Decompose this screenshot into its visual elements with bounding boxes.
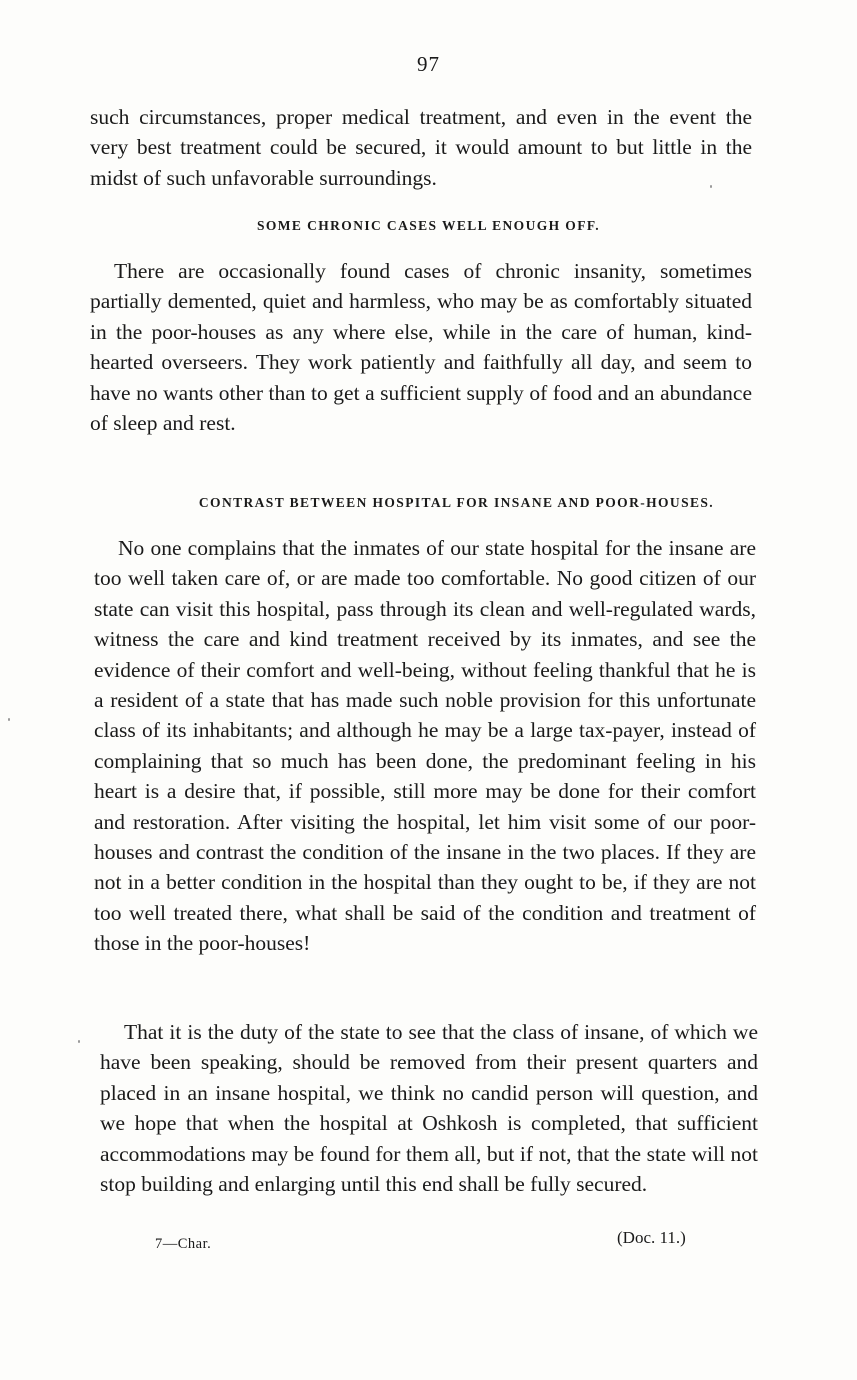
paper-speck — [710, 185, 712, 188]
paragraph-duty-of-state: That it is the duty of the state to see that the class of insane, of which we have been speaking, should be removed from their present quarters and placed in an insane hospital, we think no candid person will question, and we hope that when the hospital at Oshkosh is completed, that sufficient accommodations may be found for them all, but if not, that the state will not stop building and enlarging until this end shall be fully secured. — [100, 1020, 758, 1197]
section-heading-contrast: CONTRAST BETWEEN HOSPITAL FOR INSANE AND POOR-HOUSES. — [198, 495, 715, 510]
paper-speck — [8, 718, 10, 721]
section-heading-chronic-cases: SOME CHRONIC CASES WELL ENOUGH OFF. — [256, 218, 601, 233]
paragraph-chronic-cases: There are occasionally found cases of chronic insanity, sometimes partially demented, quiet and harmless, who may be as comfortably situated in the poor-houses as any where else, while in the care of human, kind-hearted overseers. They work patiently and faithfully all day, and seem to have no wants other than to get a sufficient supply of food and an abundance of sleep and rest. — [90, 259, 752, 436]
page-number: 97 — [417, 52, 440, 76]
paragraph-continuation: such circumstances, proper medical treatment, and even in the event the very best treatment could be secured, it would amount to but little in the midst of such unfavorable surroundings. — [90, 105, 752, 190]
paper-speck — [78, 1040, 80, 1043]
signature-mark: 7—Char. — [155, 1236, 212, 1252]
paragraph-contrast: No one complains that the inmates of our state hospital for the insane are too well taken care of, or are made too comfortable. No good citizen of our state can visit this hospital, pass through its clean and well-regulated wards, witness the care and kind treatment received by its inmates, and see the evidence of their comfort and well-being, without feeling thankful that he is a resident of a state that has made such noble provision for this unfortunate class of its inhabitants; and although he may be a large tax-payer, instead of complaining that so much has been done, the predominant feeling in his heart is a desire that, if possible, still more may be done for their comfort and restoration. After visiting the hospital, let him visit some of our poor-houses and contrast the condition of the insane in the two places. If they are not in a better condition in the hospital than they ought to be, if they are not too well treated there, what shall be said of the condition and treatment of those in the poor-houses! — [94, 536, 756, 956]
document-reference: (Doc. 11.) — [617, 1228, 686, 1247]
